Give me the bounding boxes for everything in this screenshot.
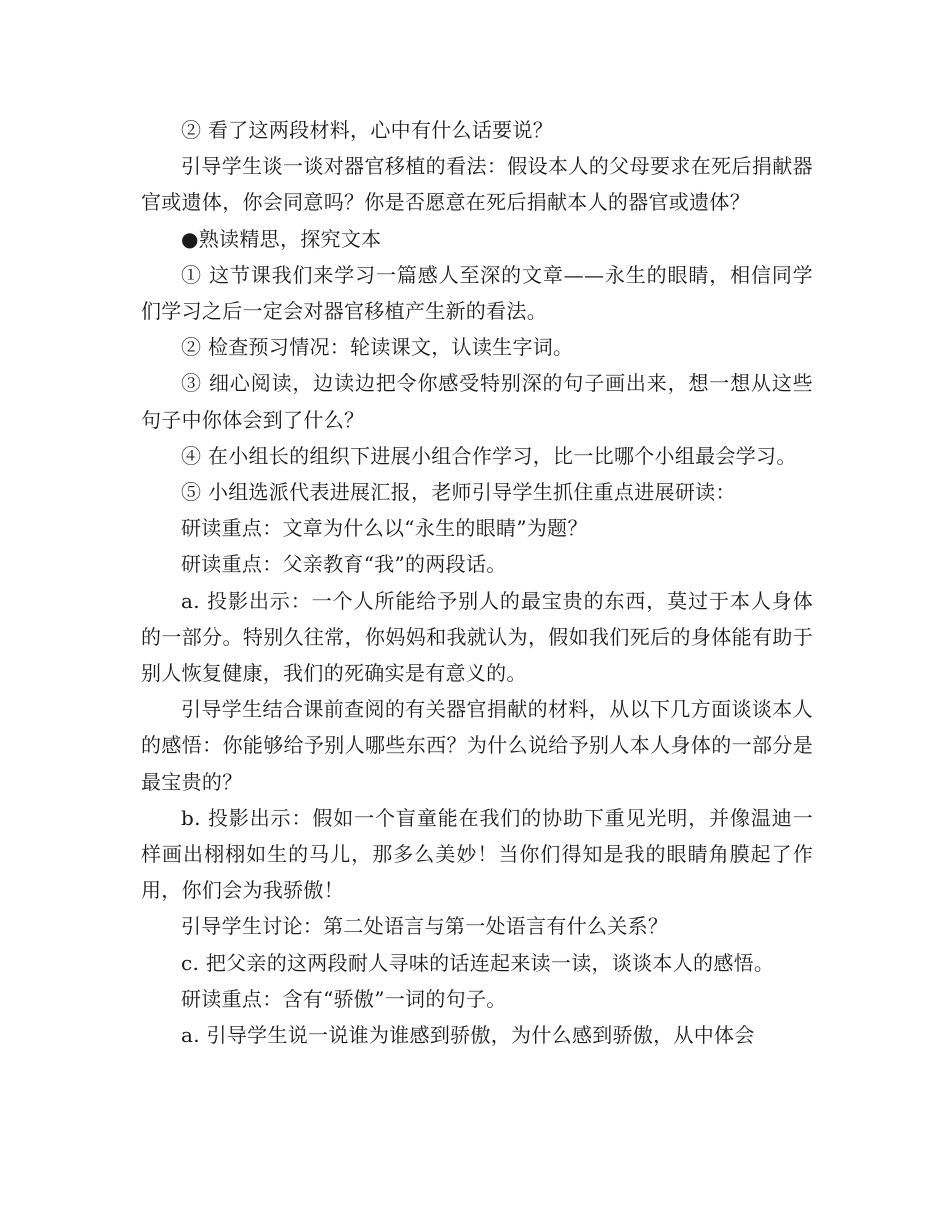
paragraph: 研读重点：含有“骄傲”一词的句子。 [181, 986, 507, 1011]
paragraph: b. 投影出示：假如一个盲童能在我们的协助下重见光明，并像温迪一样画出栩栩如生的马儿，那多么美妙！当你们得知是我的眼睛角膜起了作用，你们会为我骄傲！ [141, 805, 813, 903]
paragraph: ⑤ 小组选派代表进展汇报，老师引导学生抓住重点进展研读： [181, 480, 736, 505]
paragraph: ② 检查预习情况：轮读课文，认读生字词。 [181, 335, 574, 360]
paragraph: 研读重点：文章为什么以“永生的眼睛”为题？ [181, 516, 588, 541]
paragraph: c. 把父亲的这两段耐人寻味的话连起来读一读，谈谈本人的感悟。 [181, 950, 775, 975]
section-heading: ●熟读精思，探究文本 [181, 226, 382, 251]
paragraph: ② 看了这两段材料，心中有什么话要说？ [181, 118, 554, 142]
document-body [141, 112, 813, 1053]
paragraph: 引导学生谈一谈对器官移植的看法：假设本人的父母要求在死后捐献器官或遗体，你会同意吗？你是否愿意在死后捐献本人的器官或遗体？ [141, 154, 813, 215]
paragraph: a. 引导学生说一说谁为谁感到骄傲，为什么感到骄傲，从中体会 [181, 1023, 755, 1048]
paragraph: ④ 在小组长的组织下进展小组合作学习，比一比哪个小组最会学习。 [181, 443, 797, 468]
paragraph: 引导学生讨论：第二处语言与第一处语言有什么关系？ [181, 914, 669, 939]
paragraph: 引导学生结合课前查阅的有关器官捐献的材料，从以下几方面谈谈本人的感悟：你能够给予别人哪些东西？为什么说给予别人本人身体的一部分是最宝贵的？ [141, 697, 813, 794]
paragraph: ① 这节课我们来学习一篇感人至深的文章——永生的眼睛，相信同学们学习之后一定会对器官移植产生新的看法。 [141, 262, 813, 324]
paragraph: 研读重点：父亲教育“我”的两段话。 [181, 552, 507, 577]
paragraph: ③ 细心阅读，边读边把令你感受特别深的句子画出来，想一想从这些句子中你体会到了什么？ [141, 371, 813, 432]
paragraph: a. 投影出示：一个人所能给予别人的最宝贵的东西，莫过于本人身体的一部分。特别久往常，你妈妈和我就认为，假如我们死后的身体能有助于别人恢复健康，我们的死确实是有意义的。 [141, 588, 813, 686]
